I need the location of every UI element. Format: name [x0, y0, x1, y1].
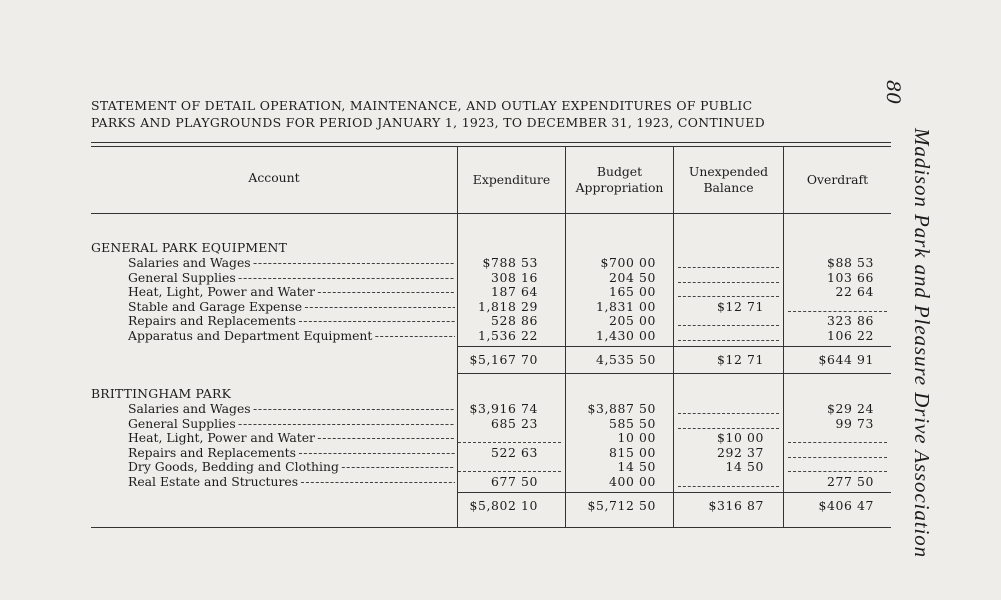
expenditure-cell: 528 86 [491, 313, 538, 328]
empty-cell-rule [788, 471, 887, 472]
table-row [0, 256, 1001, 271]
col-overdraft-label: Overdraft [806, 172, 869, 187]
table-row [0, 285, 1001, 300]
overdraft-cell: 99 73 [835, 415, 874, 431]
expenditure-cell: 308 16 [491, 269, 538, 285]
subtotal-rule [458, 346, 891, 347]
col-expenditure-label: Expenditure [472, 172, 551, 187]
table-bottom-rule [91, 527, 891, 528]
col-overdraft-header [784, 172, 891, 188]
total-unexpended: $316 87 [708, 498, 764, 513]
budget-cell: $3,887 50 [587, 401, 656, 416]
table-row [0, 431, 1001, 446]
title-line-1: STATEMENT OF DETAIL OPERATION, MAINTENANCE, AND OUTLAY EXPENDITURES OF PUBLIC [91, 98, 753, 113]
col-budget-header [566, 164, 673, 196]
page-number: 80 [882, 80, 904, 105]
expenditure-cell: 187 64 [491, 284, 538, 299]
total-unexpended: $12 71 [717, 352, 764, 367]
table-top-rule [91, 142, 891, 143]
col-unexpended-label-1: Unexpended [688, 164, 769, 179]
table-row [0, 417, 1001, 432]
statement-title [91, 97, 891, 131]
total-budget: 4,535 50 [596, 352, 656, 367]
budget-cell: 815 00 [609, 444, 656, 460]
budget-cell: 165 00 [609, 284, 656, 299]
budget-cell: 10 00 [617, 430, 656, 445]
table-row [0, 460, 1001, 475]
col-expenditure-header [458, 172, 565, 188]
budget-cell: 14 50 [617, 459, 656, 474]
col-unexpended-header [674, 164, 783, 196]
empty-cell-rule [788, 311, 887, 312]
table-row [0, 402, 1001, 417]
total-expenditure: $5,167 70 [469, 352, 538, 367]
expenditure-cell: 522 63 [491, 444, 538, 460]
col-budget-label-2: Appropriation [575, 180, 664, 195]
section-heading: BRITTINGHAM PARK [91, 386, 232, 401]
running-head: Madison Park and Pleasure Drive Association [910, 128, 934, 559]
section-total-row [0, 498, 1001, 514]
row-label: Salaries and Wages - - - [128, 402, 455, 417]
empty-cell-rule [678, 267, 779, 268]
subtotal-bottom-rule [458, 373, 891, 374]
expenditure-cell: $788 53 [482, 255, 538, 270]
overdraft-cell: 323 86 [827, 313, 874, 328]
overdraft-cell: 106 22 [827, 327, 874, 343]
empty-cell-rule [678, 413, 779, 414]
row-label: General Supplies - - - [128, 271, 455, 286]
total-overdraft: $644 91 [818, 352, 874, 367]
total-overdraft: $406 47 [818, 498, 874, 513]
table-row [0, 475, 1001, 490]
row-label: Real Estate and Structures - - - [128, 475, 455, 490]
header-bottom-rule [91, 213, 891, 214]
row-label: Dry Goods, Bedding and Clothing - - - [128, 460, 455, 475]
expenditure-cell: 1,536 22 [478, 327, 538, 343]
empty-cell-rule [458, 471, 561, 472]
budget-cell: 204 50 [609, 269, 656, 285]
row-label: General Supplies - - - [128, 417, 455, 432]
row-label: Salaries and Wages - - - [128, 256, 455, 271]
empty-cell-rule [678, 428, 779, 429]
col-budget-label-1: Budget [596, 164, 643, 179]
subtotal-rule [458, 492, 891, 493]
table-row [0, 314, 1001, 329]
empty-cell-rule [678, 296, 779, 297]
row-label: Repairs and Replacements - - - [128, 314, 455, 329]
overdraft-cell: $88 53 [827, 255, 874, 270]
total-expenditure: $5,802 10 [469, 498, 538, 513]
budget-cell: 1,430 00 [596, 327, 656, 343]
section-total-row [0, 352, 1001, 368]
overdraft-cell: 103 66 [827, 269, 874, 285]
budget-cell: 585 50 [609, 415, 656, 431]
row-label: Apparatus and Department Equipment - - - [128, 329, 455, 344]
row-label: Heat, Light, Power and Water - - - [128, 431, 455, 446]
empty-cell-rule [678, 486, 779, 487]
section-heading: GENERAL PARK EQUIPMENT [91, 240, 288, 255]
col-account-label: Account [248, 170, 300, 185]
total-budget: $5,712 50 [587, 498, 656, 513]
expenditure-cell: $3,916 74 [469, 401, 538, 416]
row-label: Repairs and Replacements - - - [128, 446, 455, 461]
empty-cell-rule [678, 340, 779, 341]
unexpended-cell: $10 00 [717, 430, 764, 445]
table-row [0, 329, 1001, 344]
title-line-2: PARKS AND PLAYGROUNDS FOR PERIOD JANUARY 1, 1923, TO DECEMBER 31, 1923, CONTINUED [91, 115, 765, 130]
overdraft-cell: $29 24 [827, 401, 874, 416]
empty-cell-rule [678, 325, 779, 326]
expenditure-cell: 1,818 29 [478, 298, 538, 314]
budget-cell: 1,831 00 [596, 298, 656, 314]
col-unexpended-label-2: Balance [703, 180, 754, 195]
overdraft-cell: 277 50 [827, 473, 874, 489]
expenditure-cell: 685 23 [491, 415, 538, 431]
empty-cell-rule [678, 282, 779, 283]
table-top-rule-2 [91, 146, 891, 147]
empty-cell-rule [458, 442, 561, 443]
budget-cell: 205 00 [609, 313, 656, 328]
col-account-header [91, 170, 457, 186]
table-row [0, 271, 1001, 286]
unexpended-cell: 14 50 [725, 459, 764, 474]
budget-cell: 400 00 [609, 473, 656, 489]
empty-cell-rule [788, 457, 887, 458]
unexpended-cell: $12 71 [717, 298, 764, 314]
row-label: Stable and Garage Expense - - - [128, 300, 455, 315]
unexpended-cell: 292 37 [717, 444, 764, 460]
budget-cell: $700 00 [600, 255, 656, 270]
expenditure-cell: 677 50 [491, 473, 538, 489]
overdraft-cell: 22 64 [835, 284, 874, 299]
row-label: Heat, Light, Power and Water - - - [128, 285, 455, 300]
empty-cell-rule [788, 442, 887, 443]
